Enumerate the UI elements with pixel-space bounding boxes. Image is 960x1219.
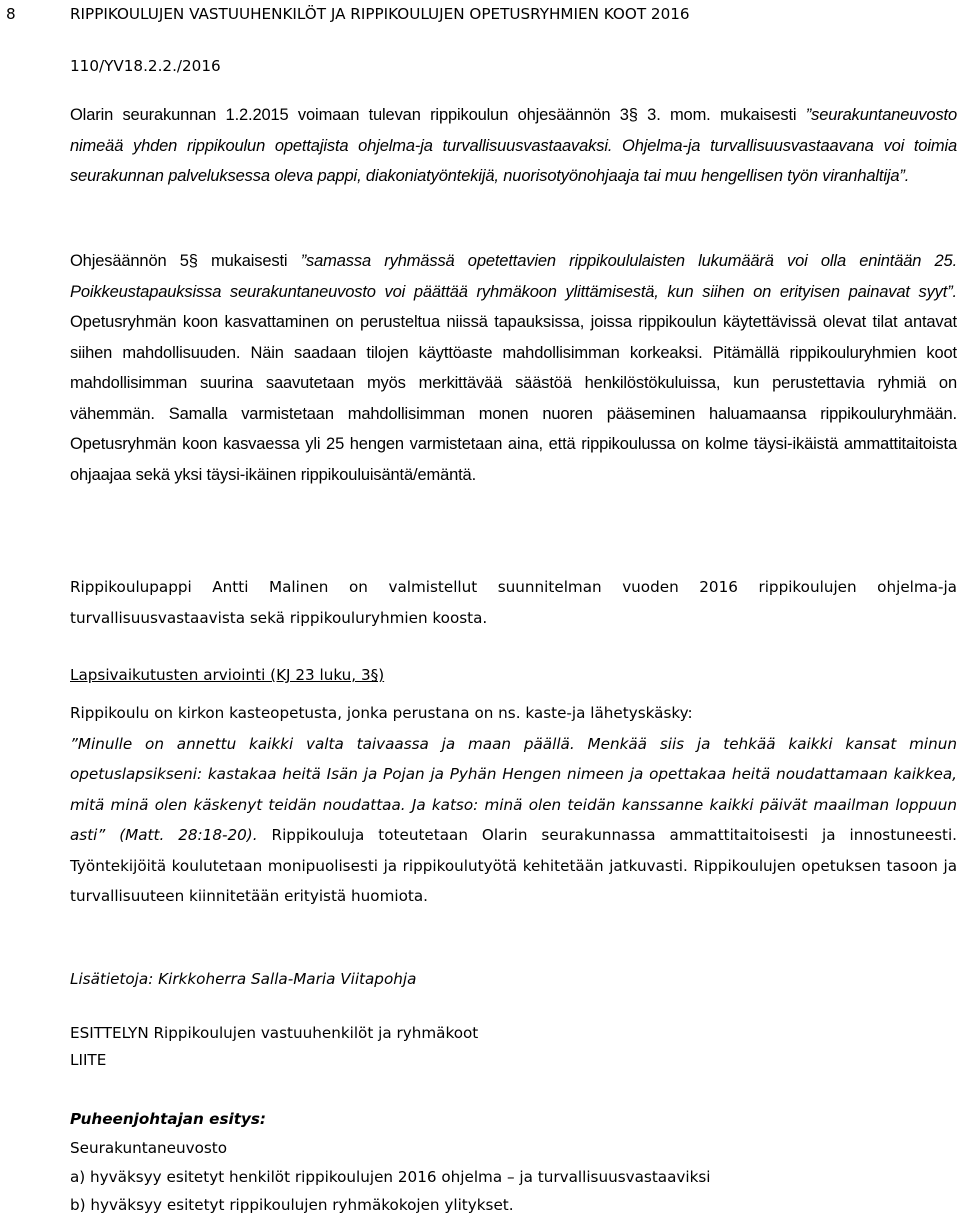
para1-text: Olarin seurakunnan 1.2.2015 voimaan tulevan rippikoulun ohjesäännön 3§ 3. mom. mukaisesti (70, 106, 797, 124)
attachment-label: LIITE (70, 1051, 107, 1069)
section-number: 8 (6, 5, 16, 23)
paragraph-rules-1 (70, 100, 957, 192)
para4-quote: ”Minulle on annettu kaikki valta taivaassa ja maan päällä. Menkää siis ja tehkää kaikki kansat minun opetuslapsikseni: kastakaa heitä Isän ja Pojan ja Pyhän Hengen nimeen ja opettakaa heitä noudattamaan kaikkea, mitä minä olen käskenyt teidän noudattaa. Ja katso: minä olen teidän kanssanne kaikki päivät maailman loppuun asti” (Matt. 28:18-20). (70, 734, 957, 844)
para4-lead: Rippikoulu on kirkon kasteopetusta, jonka perustana on ns. kaste-ja lähetyskäsky: (70, 704, 693, 722)
proposal-item-b: b) hyväksyy esitetyt rippikoulujen ryhmäkokojen ylitykset. (70, 1196, 514, 1214)
impact-assessment-heading: Lapsivaikutusten arviointi (KJ 23 luku, 3§) (70, 666, 385, 684)
para2-lead: Ohjesäännön 5§ mukaisesti (70, 252, 288, 270)
reference-number: 110/YV18.2.2./2016 (70, 57, 221, 75)
para2-rest: Opetusryhmän koon kasvattaminen on perusteltua niissä tapauksissa, joissa rippikoulun käytettävissä olevat tilat antavat siihen mahdollisuuden. Näin saadaan tilojen käyttöaste mahdollisimman korkeaksi. Pitämällä rippikouluryhmien koot mahdollisimman suurina saavutetaan myös merkittävää säästöä henkilöstökuluissa, kun perustettavia ryhmiä on vähemmän. Samalla varmistetaan mahdollisimman monen nuoren pääseminen haluamaansa rippikouluryhmään. Opetusryhmän koon kasvaessa yli 25 hengen varmistetaan aina, että rippikoulussa on kolme täysi-ikäistä ammattitaitoista ohjaajaa sekä yksi täysi-ikäinen rippikouluisäntä/emäntä. (70, 313, 957, 484)
proposal-body: Seurakuntaneuvosto (70, 1139, 228, 1157)
proposal-heading: Puheenjohtajan esitys: (70, 1110, 266, 1128)
presenter-line: ESITTELYN Rippikoulujen vastuuhenkilöt ja ryhmäkoot (70, 1024, 479, 1042)
section-heading (0, 2, 690, 26)
para1-quote: ”seurakuntaneuvosto nimeää yhden rippikoulun opettajista ohjelma-ja turvallisuusvastaavaksi. Ohjelma-ja turvallisuusvastaavana voi toimia seurakunnan palveluksessa oleva pappi, diakoniatyöntekijä, nuorisotyönohjaaja tai muu hengellisen työn viranhaltija”. (70, 106, 957, 185)
paragraph-rules-2 (70, 246, 957, 490)
section-title: RIPPIKOULUJEN VASTUUHENKILÖT JA RIPPIKOULUJEN OPETUSRYHMIEN KOOT 2016 (70, 5, 690, 23)
proposal-item-a: a) hyväksyy esitetyt henkilöt rippikoulujen 2016 ohjelma – ja turvallisuusvastaaviksi (70, 1168, 711, 1186)
para2-quote: ”samassa ryhmässä opetettavien rippikoululaisten lukumäärä voi olla enintään 25. Poikkeustapauksissa seurakuntaneuvosto voi päättää ryhmäkoon ylittämisestä, kun siihen on erityisen painavat syyt”. (70, 252, 958, 301)
para4-rest: Rippikouluja toteutetaan Olarin seurakunnassa ammattitaitoisesti ja innostuneesti. Työntekijöitä koulutetaan monipuolisesti ja rippikoulutyötä kehitetään jatkuvasti. Rippikoulujen opetuksen tasoon ja turvallisuuteen kiinnitetään erityistä huomiota. (70, 826, 957, 905)
paragraph-impact (70, 698, 957, 912)
paragraph-preparation: Rippikoulupappi Antti Malinen on valmistellut suunnitelman vuoden 2016 rippikoulujen ohjelma-ja turvallisuusvastaavista sekä rippikouluryhmien koosta. (70, 578, 957, 627)
more-info-line: Lisätietoja: Kirkkoherra Salla-Maria Viitapohja (70, 970, 417, 988)
